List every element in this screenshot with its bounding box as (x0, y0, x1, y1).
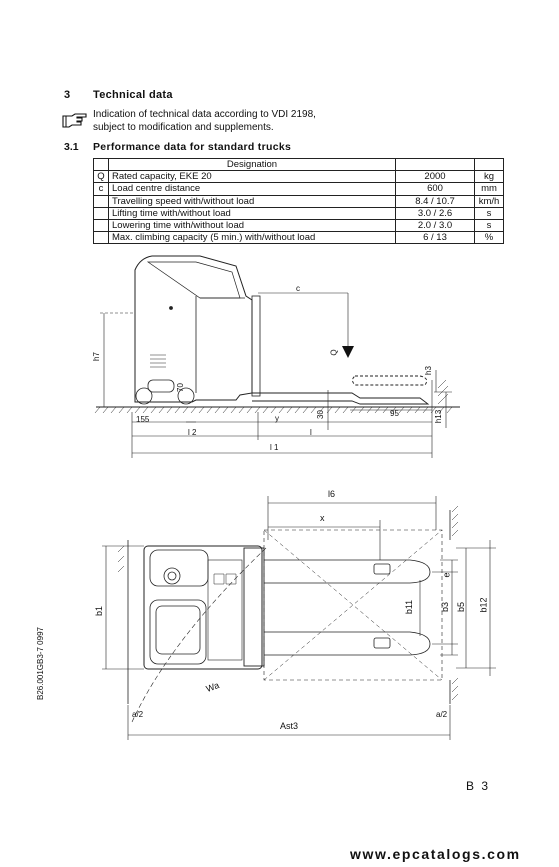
dim-label-a2-right: a/2 (436, 710, 448, 719)
row-designation: Lifting time with/without load (109, 207, 396, 219)
row-unit: kg (475, 171, 504, 183)
subsection-number: 3.1 (64, 141, 79, 153)
row-unit: s (475, 207, 504, 219)
row-unit: s (475, 219, 504, 231)
row-designation: Lowering time with/without load (109, 219, 396, 231)
truck-top-body (144, 546, 264, 669)
row-symbol: c (94, 183, 109, 195)
dim-label-l: l (310, 428, 312, 437)
dim-label-c: c (296, 284, 300, 293)
document-code-part2: 0997 (36, 627, 45, 645)
row-value: 2000 (396, 171, 475, 183)
dim-label-x: x (320, 513, 325, 523)
dim-label-b1: b1 (94, 605, 105, 617)
dim-label-h3: h3 (423, 366, 433, 375)
dim-label-30: 30 (315, 410, 325, 419)
dim-label-b11: b11 (404, 599, 415, 615)
page-number: B 3 (466, 779, 491, 793)
row-value: 6 / 13 (396, 232, 475, 244)
note-line-1: Indication of technical data according to VDI 2198, (93, 109, 316, 120)
dim-label-b5: b5 (456, 601, 467, 613)
row-unit: % (475, 232, 504, 244)
dim-label-Q: Q (329, 349, 339, 356)
header-designation: Designation (109, 159, 396, 171)
dim-label-l6: l6 (328, 489, 336, 499)
dim-label-l1: l 1 (270, 443, 279, 452)
row-value: 3.0 / 2.6 (396, 207, 475, 219)
dim-label-a2-left: a/2 (132, 710, 144, 719)
top-forks (132, 530, 442, 722)
dim-label-e: e (441, 572, 452, 578)
row-designation: Rated capacity, EKE 20 (109, 171, 396, 183)
row-designation: Travelling speed with/without load (109, 195, 396, 207)
top-dimension-lines (102, 496, 496, 740)
row-value: 8.4 / 10.7 (396, 195, 475, 207)
subsection-title: Performance data for standard trucks (93, 141, 292, 153)
dim-label-b3: b3 (440, 601, 451, 613)
dim-label-h13: h13 (434, 409, 444, 424)
footer-watermark-url: www.epcatalogs.com (350, 846, 521, 862)
row-symbol: Q (94, 171, 109, 183)
section-number: 3 (64, 89, 71, 101)
row-value: 2.0 / 3.0 (396, 219, 475, 231)
dim-label-y: y (275, 414, 279, 423)
document-code (36, 627, 45, 700)
row-value: 600 (396, 183, 475, 195)
row-designation: Load centre distance (109, 183, 396, 195)
dim-label-Wa: Wa (204, 680, 221, 694)
row-unit: km/h (475, 195, 504, 207)
dim-label-h7: h7 (91, 352, 101, 361)
dim-label-l2: l 2 (188, 428, 197, 437)
dim-label-b12: b12 (478, 597, 489, 613)
dim-label-155: 155 (136, 415, 150, 424)
note-line-2: subject to modification and supplements. (93, 121, 274, 133)
row-designation: Max. climbing capacity (5 min.) with/without load (109, 232, 396, 244)
dim-label-70: 70 (175, 383, 185, 392)
dim-label-Ast3: Ast3 (280, 721, 299, 731)
section-title: Technical data (93, 89, 173, 101)
row-unit: mm (475, 183, 504, 195)
document-code-part1: B26.001GB3-7 (36, 647, 45, 700)
dim-label-95: 95 (390, 409, 399, 418)
